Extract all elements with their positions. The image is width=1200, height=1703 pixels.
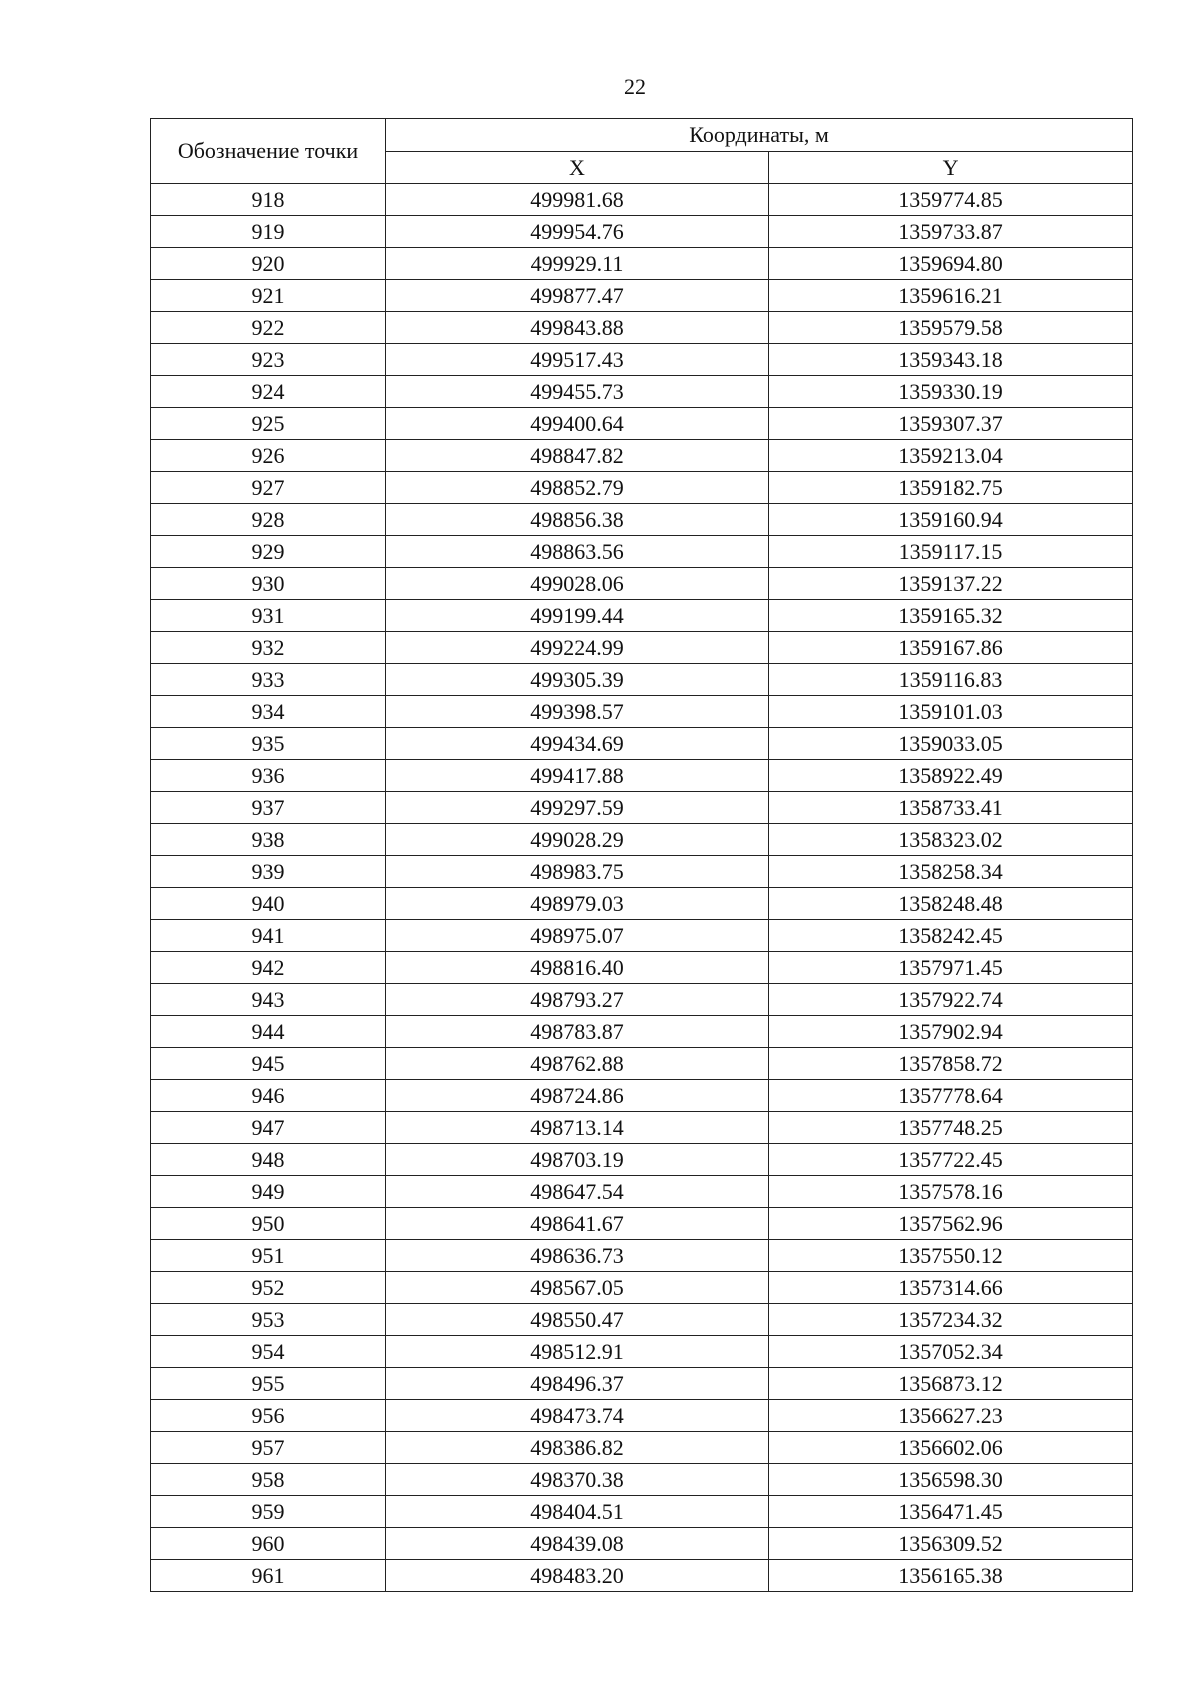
table-row [151,1240,1133,1272]
table-row [151,632,1133,664]
page-number: 22 [624,74,646,99]
cell-y: 1359116.83 [769,664,1133,696]
cell-y: 1359307.37 [769,408,1133,440]
cell-x: 499981.68 [386,184,769,216]
cell-y: 1358733.41 [769,792,1133,824]
table-row [151,248,1133,280]
cell-x: 498473.74 [386,1400,769,1432]
table-row [151,1464,1133,1496]
cell-y: 1356873.12 [769,1368,1133,1400]
cell-point: 954 [151,1336,386,1368]
cell-y: 1359213.04 [769,440,1133,472]
table-row [151,1400,1133,1432]
cell-y: 1357722.45 [769,1144,1133,1176]
table-row [151,280,1133,312]
cell-y: 1359033.05 [769,728,1133,760]
cell-point: 942 [151,952,386,984]
cell-y: 1359117.15 [769,536,1133,568]
cell-point: 932 [151,632,386,664]
table-row [151,1304,1133,1336]
cell-y: 1356627.23 [769,1400,1133,1432]
cell-y: 1359616.21 [769,280,1133,312]
cell-y: 1359101.03 [769,696,1133,728]
cell-x: 498439.08 [386,1528,769,1560]
table-row [151,312,1133,344]
cell-x: 499199.44 [386,600,769,632]
cell-point: 933 [151,664,386,696]
cell-point: 926 [151,440,386,472]
cell-y: 1358242.45 [769,920,1133,952]
cell-y: 1359733.87 [769,216,1133,248]
cell-x: 498647.54 [386,1176,769,1208]
table-header [151,119,1133,184]
cell-point: 936 [151,760,386,792]
cell-y: 1358323.02 [769,824,1133,856]
cell-y: 1359167.86 [769,632,1133,664]
cell-x: 498641.67 [386,1208,769,1240]
cell-x: 498762.88 [386,1048,769,1080]
cell-x: 498975.07 [386,920,769,952]
table-body [151,184,1133,1592]
coordinates-table [150,118,1133,1592]
cell-x: 499877.47 [386,280,769,312]
table-row [151,856,1133,888]
cell-point: 919 [151,216,386,248]
cell-y: 1359137.22 [769,568,1133,600]
cell-y: 1356471.45 [769,1496,1133,1528]
cell-x: 498550.47 [386,1304,769,1336]
table-row [151,1432,1133,1464]
table-row [151,792,1133,824]
cell-y: 1357234.32 [769,1304,1133,1336]
cell-point: 927 [151,472,386,504]
cell-point: 952 [151,1272,386,1304]
cell-point: 940 [151,888,386,920]
cell-point: 951 [151,1240,386,1272]
cell-x: 498852.79 [386,472,769,504]
table-row [151,1048,1133,1080]
cell-point: 943 [151,984,386,1016]
table-row [151,1208,1133,1240]
cell-y: 1358248.48 [769,888,1133,920]
cell-y: 1356602.06 [769,1432,1133,1464]
cell-x: 498979.03 [386,888,769,920]
cell-x: 498404.51 [386,1496,769,1528]
cell-point: 920 [151,248,386,280]
cell-point: 947 [151,1112,386,1144]
cell-point: 931 [151,600,386,632]
header-x: X [386,152,769,184]
cell-x: 498567.05 [386,1272,769,1304]
table-row [151,1368,1133,1400]
cell-point: 928 [151,504,386,536]
cell-y: 1357578.16 [769,1176,1133,1208]
cell-point: 957 [151,1432,386,1464]
cell-x: 499398.57 [386,696,769,728]
cell-x: 498703.19 [386,1144,769,1176]
cell-x: 498713.14 [386,1112,769,1144]
cell-x: 499400.64 [386,408,769,440]
cell-point: 929 [151,536,386,568]
table-row [151,504,1133,536]
table-row [151,1112,1133,1144]
table-row [151,1528,1133,1560]
cell-y: 1357902.94 [769,1016,1133,1048]
header-y: Y [769,152,1133,184]
cell-point: 959 [151,1496,386,1528]
cell-x: 498856.38 [386,504,769,536]
cell-x: 499843.88 [386,312,769,344]
cell-x: 498847.82 [386,440,769,472]
cell-point: 960 [151,1528,386,1560]
table-row [151,440,1133,472]
cell-point: 925 [151,408,386,440]
cell-point: 923 [151,344,386,376]
table-row [151,568,1133,600]
cell-point: 946 [151,1080,386,1112]
cell-x: 499297.59 [386,792,769,824]
cell-point: 934 [151,696,386,728]
header-coordinates: Координаты, м [386,119,1133,152]
table-row [151,1176,1133,1208]
table-row [151,1144,1133,1176]
table-row [151,216,1133,248]
cell-point: 918 [151,184,386,216]
cell-point: 956 [151,1400,386,1432]
cell-x: 498483.20 [386,1560,769,1592]
table-row [151,536,1133,568]
cell-y: 1359694.80 [769,248,1133,280]
cell-x: 499028.06 [386,568,769,600]
cell-x: 498496.37 [386,1368,769,1400]
cell-x: 498370.38 [386,1464,769,1496]
table-row [151,952,1133,984]
cell-y: 1359774.85 [769,184,1133,216]
cell-x: 498783.87 [386,1016,769,1048]
cell-y: 1357314.66 [769,1272,1133,1304]
cell-y: 1359160.94 [769,504,1133,536]
cell-point: 944 [151,1016,386,1048]
cell-y: 1358258.34 [769,856,1133,888]
cell-x: 498863.56 [386,536,769,568]
header-row-top [151,119,1133,152]
table-row [151,888,1133,920]
cell-x: 499028.29 [386,824,769,856]
table-row [151,1272,1133,1304]
cell-x: 498636.73 [386,1240,769,1272]
cell-x: 499417.88 [386,760,769,792]
table-row [151,408,1133,440]
table-row [151,344,1133,376]
cell-point: 937 [151,792,386,824]
cell-y: 1359165.32 [769,600,1133,632]
cell-point: 948 [151,1144,386,1176]
header-point-designation: Обозначение точки [151,119,386,184]
table-row [151,760,1133,792]
cell-x: 498816.40 [386,952,769,984]
table-row [151,984,1133,1016]
cell-y: 1357562.96 [769,1208,1133,1240]
table-row [151,696,1133,728]
cell-x: 499929.11 [386,248,769,280]
table-row [151,920,1133,952]
table-row [151,1016,1133,1048]
cell-y: 1357778.64 [769,1080,1133,1112]
cell-x: 499517.43 [386,344,769,376]
table-row [151,472,1133,504]
cell-point: 938 [151,824,386,856]
cell-y: 1359182.75 [769,472,1133,504]
cell-y: 1356598.30 [769,1464,1133,1496]
cell-point: 961 [151,1560,386,1592]
table-row [151,600,1133,632]
cell-point: 958 [151,1464,386,1496]
cell-point: 921 [151,280,386,312]
cell-y: 1358922.49 [769,760,1133,792]
cell-y: 1357858.72 [769,1048,1133,1080]
table-row [151,1496,1133,1528]
cell-y: 1357550.12 [769,1240,1133,1272]
cell-x: 499224.99 [386,632,769,664]
table-row [151,1080,1133,1112]
table-row [151,824,1133,856]
table-row [151,376,1133,408]
cell-point: 935 [151,728,386,760]
cell-y: 1359330.19 [769,376,1133,408]
cell-x: 498793.27 [386,984,769,1016]
cell-y: 1356165.38 [769,1560,1133,1592]
cell-x: 499305.39 [386,664,769,696]
cell-point: 953 [151,1304,386,1336]
cell-point: 949 [151,1176,386,1208]
cell-point: 939 [151,856,386,888]
cell-x: 498983.75 [386,856,769,888]
cell-x: 499434.69 [386,728,769,760]
table-row [151,1560,1133,1592]
cell-point: 941 [151,920,386,952]
cell-x: 498386.82 [386,1432,769,1464]
cell-point: 924 [151,376,386,408]
cell-x: 499954.76 [386,216,769,248]
cell-point: 955 [151,1368,386,1400]
cell-y: 1359579.58 [769,312,1133,344]
table-row [151,1336,1133,1368]
cell-y: 1357922.74 [769,984,1133,1016]
cell-x: 498512.91 [386,1336,769,1368]
cell-point: 950 [151,1208,386,1240]
table-row [151,728,1133,760]
cell-point: 945 [151,1048,386,1080]
cell-y: 1357052.34 [769,1336,1133,1368]
table-row [151,184,1133,216]
cell-y: 1359343.18 [769,344,1133,376]
cell-point: 922 [151,312,386,344]
cell-point: 930 [151,568,386,600]
table-row [151,664,1133,696]
cell-x: 499455.73 [386,376,769,408]
cell-x: 498724.86 [386,1080,769,1112]
cell-y: 1357971.45 [769,952,1133,984]
cell-y: 1356309.52 [769,1528,1133,1560]
cell-y: 1357748.25 [769,1112,1133,1144]
